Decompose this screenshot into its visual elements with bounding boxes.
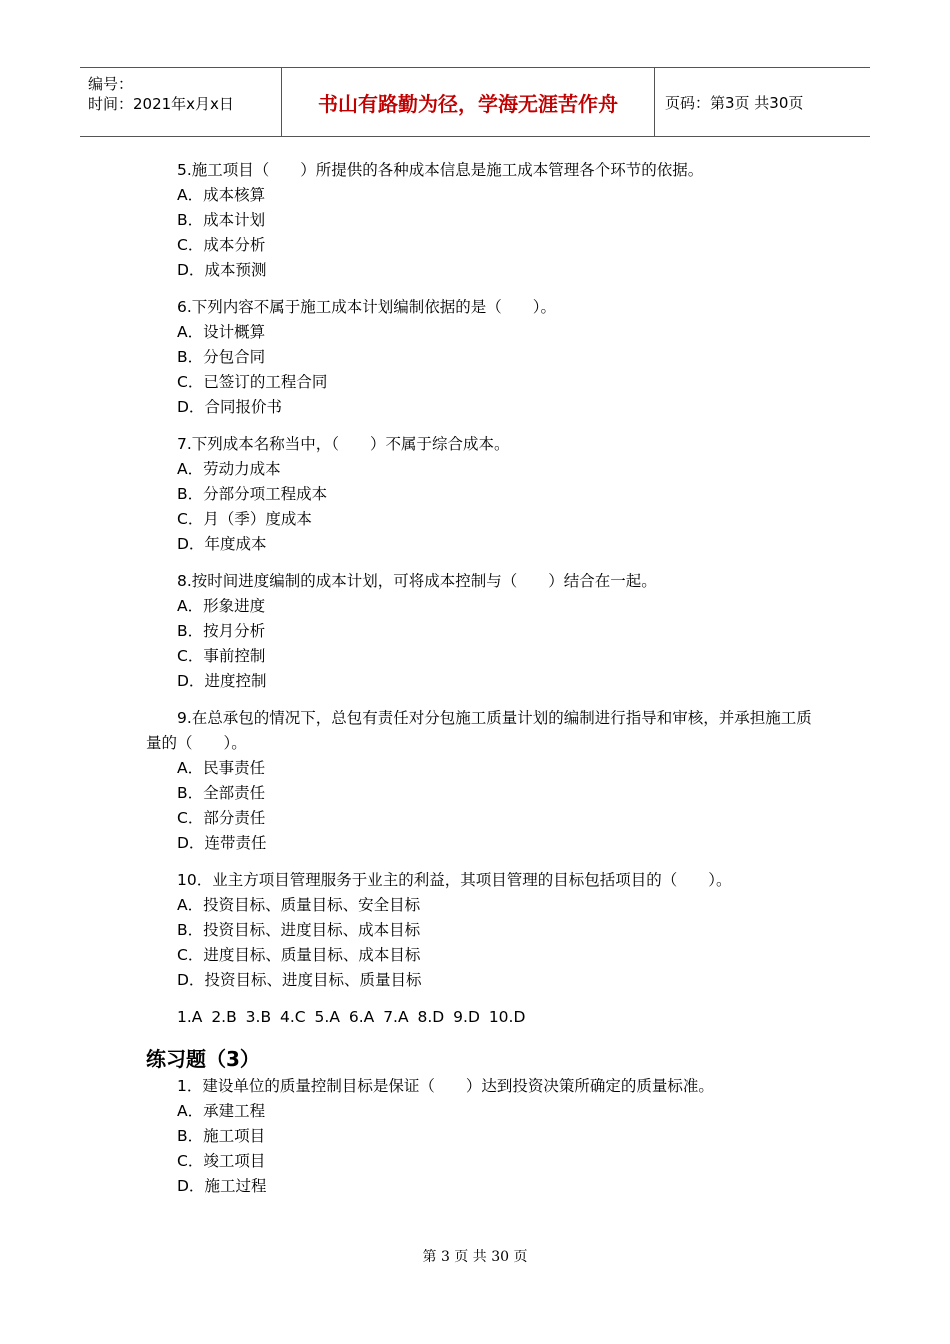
option: D．进度控制: [177, 672, 267, 690]
header-page-info: 页码：第3页 共30页: [665, 93, 804, 112]
option: C．月（季）度成本: [177, 510, 312, 528]
option: B．全部责任: [177, 784, 266, 802]
question-number: 7.: [177, 435, 192, 453]
option: C．竣工项目: [177, 1152, 266, 1170]
question-number: 1．: [177, 1077, 203, 1095]
document-body: [146, 158, 826, 1211]
option: A．设计概算: [177, 323, 266, 341]
question-number: 9.: [177, 709, 192, 727]
question-text: 下列成本名称当中，（ ）不属于综合成本。: [191, 435, 510, 453]
option: D．年度成本: [177, 535, 267, 553]
question-text: 下列内容不属于施工成本计划编制依据的是（ ）。: [191, 298, 557, 316]
option: A．投资目标、质量目标、安全目标: [177, 896, 421, 914]
question-text: 按时间进度编制的成本计划，可将成本控制与（ ）结合在一起。: [191, 572, 657, 590]
option: C．事前控制: [177, 647, 266, 665]
question-10: [146, 868, 826, 993]
question-number: 10．: [177, 871, 213, 889]
option: D．施工过程: [177, 1177, 267, 1195]
option: D．成本预测: [177, 261, 267, 279]
question-text: 建设单位的质量控制目标是保证（ ）达到投资决策所确定的质量标准。: [202, 1077, 714, 1095]
question-5: [146, 158, 826, 283]
question-text: 在总承包的情况下，总包有责任对分包施工质量计划的编制进行指导和审核，并承担施工质量的（ ）。: [146, 709, 812, 752]
option: B．分包合同: [177, 348, 266, 366]
option: C．成本分析: [177, 236, 266, 254]
header-motto: 书山有路勤为径，学海无涯苦作舟: [282, 68, 655, 136]
option: B．施工项目: [177, 1127, 266, 1145]
option: B．按月分析: [177, 622, 266, 640]
option: C．进度目标、质量目标、成本目标: [177, 946, 421, 964]
question-7: [146, 432, 826, 557]
option: A．劳动力成本: [177, 460, 281, 478]
time-label: 时间：2021年x月x日: [88, 95, 234, 113]
option: A．成本核算: [177, 186, 266, 204]
option: C．部分责任: [177, 809, 266, 827]
option: A．形象进度: [177, 597, 266, 615]
question-number: 5.: [177, 161, 192, 179]
question-6: [146, 295, 826, 420]
header-meta: [80, 68, 282, 136]
question-number: 6.: [177, 298, 192, 316]
option: A．承建工程: [177, 1102, 266, 1120]
page-header: [80, 67, 870, 137]
question-text: 业主方项目管理服务于业主的利益，其项目管理的目标包括项目的（ ）。: [212, 871, 732, 889]
number-label: 编号：: [88, 75, 134, 93]
question-number: 8.: [177, 572, 192, 590]
section-question-1: [146, 1074, 826, 1199]
section-title: 练习题（3）: [146, 1047, 260, 1071]
option: D．投资目标、进度目标、质量目标: [177, 971, 422, 989]
question-9: [146, 706, 826, 856]
option: B．投资目标、进度目标、成本目标: [177, 921, 421, 939]
option: C．已签订的工程合同: [177, 373, 328, 391]
option: B．分部分项工程成本: [177, 485, 328, 503]
option: B．成本计划: [177, 211, 266, 229]
question-text: 施工项目（ ）所提供的各种成本信息是施工成本管理各个环节的依据。: [191, 161, 704, 179]
option: A．民事责任: [177, 759, 266, 777]
option: D．连带责任: [177, 834, 267, 852]
option: D．合同报价书: [177, 398, 282, 416]
answer-key: 1.A 2.B 3.B 4.C 5.A 6.A 7.A 8.D 9.D 10.D: [177, 1008, 526, 1026]
page-footer: 第 3 页 共 30 页: [422, 1249, 528, 1265]
question-8: [146, 569, 826, 694]
